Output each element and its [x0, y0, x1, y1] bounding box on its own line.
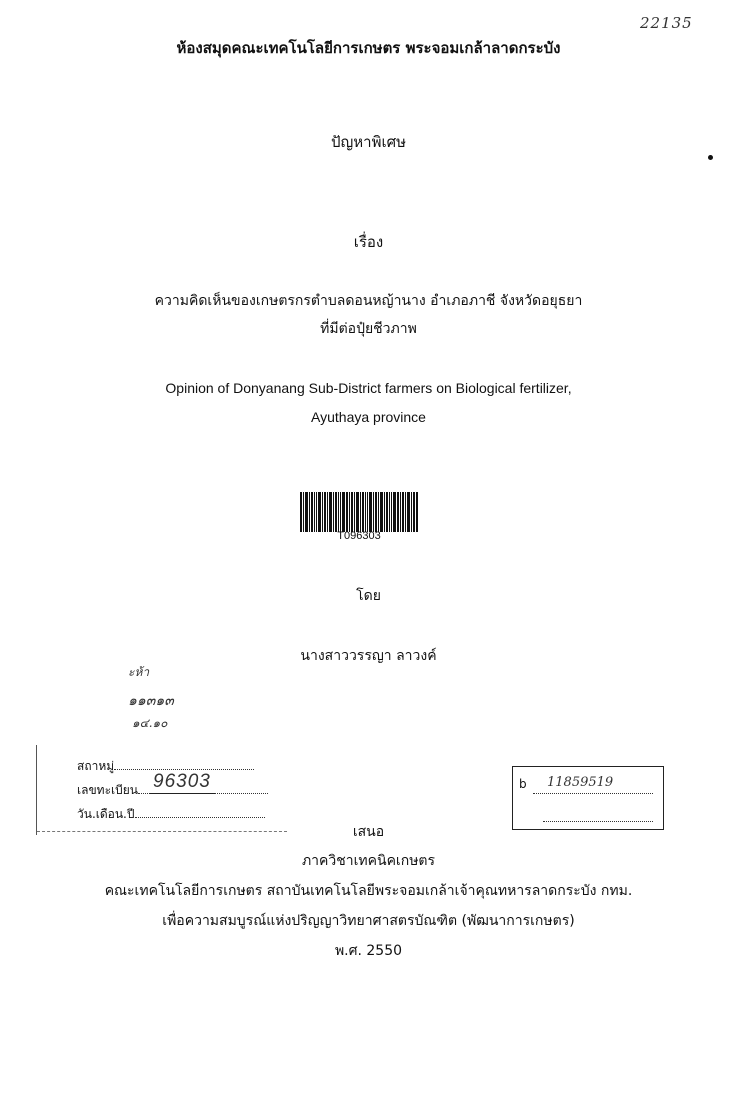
library-header: ห้องสมุดคณะเทคโนโลยีการเกษตร พระจอมเกล้าลาดกระบัง: [176, 39, 561, 57]
department: ภาควิชาเทคนิคเกษตร: [301, 853, 436, 869]
english-title-line2: Ayuthaya province: [311, 409, 426, 425]
degree-purpose: เพื่อความสมบูรณ์แห่งปริญญาวิทยาศาสตรบัณฑิต (พัฒนาการเกษตร): [162, 913, 575, 929]
date-label: วัน.เดือน.ปี: [77, 807, 135, 821]
handwritten-corner-number: 22135: [640, 14, 693, 32]
faculty: คณะเทคโนโลยีการเกษตร สถาบันเทคโนโลยีพระจอมเกล้าเจ้าคุณทหารลาดกระบัง กทม.: [104, 883, 633, 899]
document-type: ปัญหาพิเศษ: [330, 133, 407, 151]
registration-number: 96303: [149, 771, 215, 794]
by-label: โดย: [356, 588, 381, 604]
handwritten-note-1: ะห้า: [128, 665, 150, 679]
subject-label: เรื่อง: [353, 233, 384, 251]
bib-label: b: [519, 777, 527, 791]
presented-label: เสนอ: [352, 824, 385, 840]
thai-title-line1: ความคิดเห็นของเกษตรกรตำบลดอนหญ้านาง อำเภอภาชี จังหวัดอยุธยา: [154, 293, 583, 309]
year: พ.ศ. 2550: [334, 943, 403, 959]
barcode-image: [300, 492, 418, 532]
handwritten-note-3: ๑๔.๑๐: [132, 716, 168, 730]
bib-line-1: [533, 793, 653, 794]
thai-title-line2: ที่มีต่อปุ๋ยชีวภาพ: [320, 321, 417, 337]
bib-number: 11859519: [547, 775, 614, 790]
date-dots: [135, 805, 265, 818]
author-name: นางสาววรรญา ลาวงค์: [300, 648, 437, 664]
call-number-label: สถาหมู่: [77, 759, 115, 773]
registration-label: เลขทะเบียน: [77, 783, 138, 797]
call-number-dots: [114, 757, 254, 770]
english-title-line1: Opinion of Donyanang Sub-District farmers on Biological fertilizer,: [165, 380, 572, 396]
handwritten-note-2: ๑๑๓๑๓: [128, 693, 174, 709]
barcode-label: T096303: [337, 530, 381, 542]
ink-dot: [708, 155, 713, 160]
